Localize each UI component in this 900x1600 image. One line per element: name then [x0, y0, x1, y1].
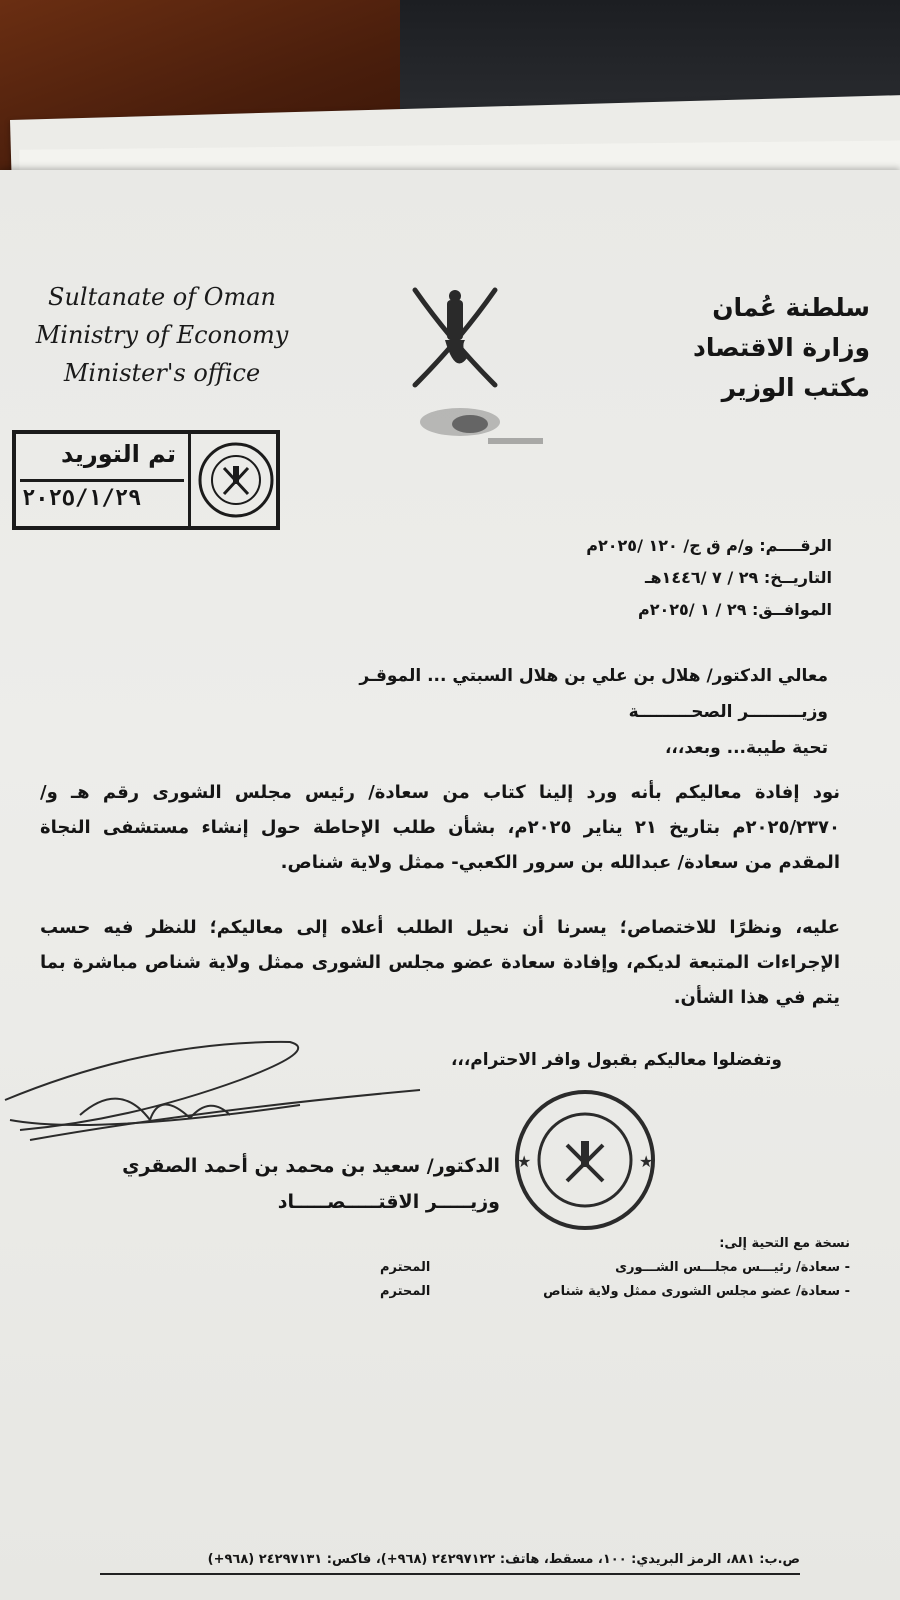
signer-name: الدكتور/ سعيد بن محمد بن أحمد الصقري — [122, 1155, 500, 1177]
svg-text:★: ★ — [517, 1152, 532, 1171]
letterhead-office-ar: مكتب الوزير — [721, 373, 870, 402]
receipt-stamp-rule — [20, 479, 184, 482]
cc-heading: نسخة مع التحية إلى: — [719, 1236, 850, 1251]
receipt-stamp-title: تم التوريد — [61, 440, 176, 468]
cc-honorific: المحترم — [380, 1260, 431, 1275]
carbon-copy-list — [380, 1232, 850, 1304]
reference-number: الرقــــم: و/م ق ج/ ١٢٠ /٢٠٢٥م — [586, 536, 832, 555]
cc-item — [380, 1280, 850, 1304]
letter-footer-contact: ص.ب: ٨٨١، الرمز البريدي: ١٠٠، مسقط، هاتف: ٢٤٢٩٧١٢٢ (٩٦٨+)، فاكس: ٢٤٢٩٧١٣١ (٩٦٨+) — [207, 1552, 800, 1567]
cc-recipient: - سعادة/ عضو مجلس الشورى ممثل ولاية شناص — [543, 1284, 850, 1299]
closing-line: وتفضلوا معاليكم بقبول وافر الاحترام،،، — [450, 1050, 782, 1070]
faint-ink-smudge — [410, 400, 550, 460]
signer-block — [40, 1148, 500, 1220]
arabic-letterhead — [610, 288, 870, 408]
receipt-stamp — [12, 430, 280, 530]
letterhead-ministry-ar: وزارة الاقتصاد — [693, 333, 870, 362]
letter-references — [492, 530, 832, 626]
cc-honorific: المحترم — [380, 1284, 431, 1299]
english-letterhead — [22, 278, 302, 392]
greeting: تحية طيبة... وبعد،،، — [664, 738, 828, 758]
receipt-stamp-date: ٢٠٢٥/١/٢٩ — [22, 486, 142, 511]
footer-rule — [100, 1573, 800, 1593]
addressee-block — [178, 658, 828, 730]
ministry-round-seal-icon — [196, 440, 276, 520]
receipt-stamp-divider — [188, 434, 191, 526]
cc-recipient: - سعادة/ رئيـــس مجلـــس الشـــورى — [615, 1260, 850, 1275]
ministry-official-stamp-icon — [495, 1085, 675, 1235]
addressee-title: وزيـــــــــر الصحـــــــــة — [628, 702, 828, 722]
letterhead-sultanate-en: Sultanate of Oman — [48, 283, 276, 311]
signer-title: وزيـــــر الاقتـــــصـــــاد — [277, 1191, 500, 1213]
svg-text:★: ★ — [639, 1152, 654, 1171]
reference-date-gregorian: الموافــق: ٢٩ / ١ /٢٠٢٥م — [637, 600, 832, 619]
letterhead-ministry-en: Ministry of Economy — [35, 321, 289, 349]
addressee-name: معالي الدكتور/ هلال بن علي بن هلال السبتي ... الموقـر — [359, 666, 828, 686]
letterhead-office-en: Minister's office — [63, 359, 261, 387]
reference-date-hijri: التاريــخ: ٢٩ / ٧ /١٤٤٦هـ — [644, 568, 832, 587]
official-letter-page — [0, 170, 900, 1600]
cc-item — [380, 1256, 850, 1280]
body-paragraph-2: عليه، ونظرًا للاختصاص؛ يسرنا أن نحيل الطلب أعلاه إلى معاليكم؛ للنظر فيه حسب الإجراءات المتبعة لديكم، وإفادة سعادة عضو مجلس الشورى ممثل ولاية شناص مباشرة بما يتم في هذا الشأن. — [40, 917, 840, 1008]
letterhead-sultanate-ar: سلطنة عُمان — [712, 293, 870, 322]
body-paragraph-1: نود إفادة معاليكم بأنه ورد إلينا كتاب من سعادة/ رئيس مجلس الشورى رقم هـ و/ ٢٠٢٥/٢٣٧٠م بتاريخ ٢١ يناير ٢٠٢٥م، بشأن طلب الإحاطة حول إنشاء مستشفى النجاة المقدم من سعادة/ عبدالله بن سرور الكعبي- ممثل ولاية شناص. — [40, 782, 840, 873]
oman-national-emblem-icon — [395, 280, 515, 400]
